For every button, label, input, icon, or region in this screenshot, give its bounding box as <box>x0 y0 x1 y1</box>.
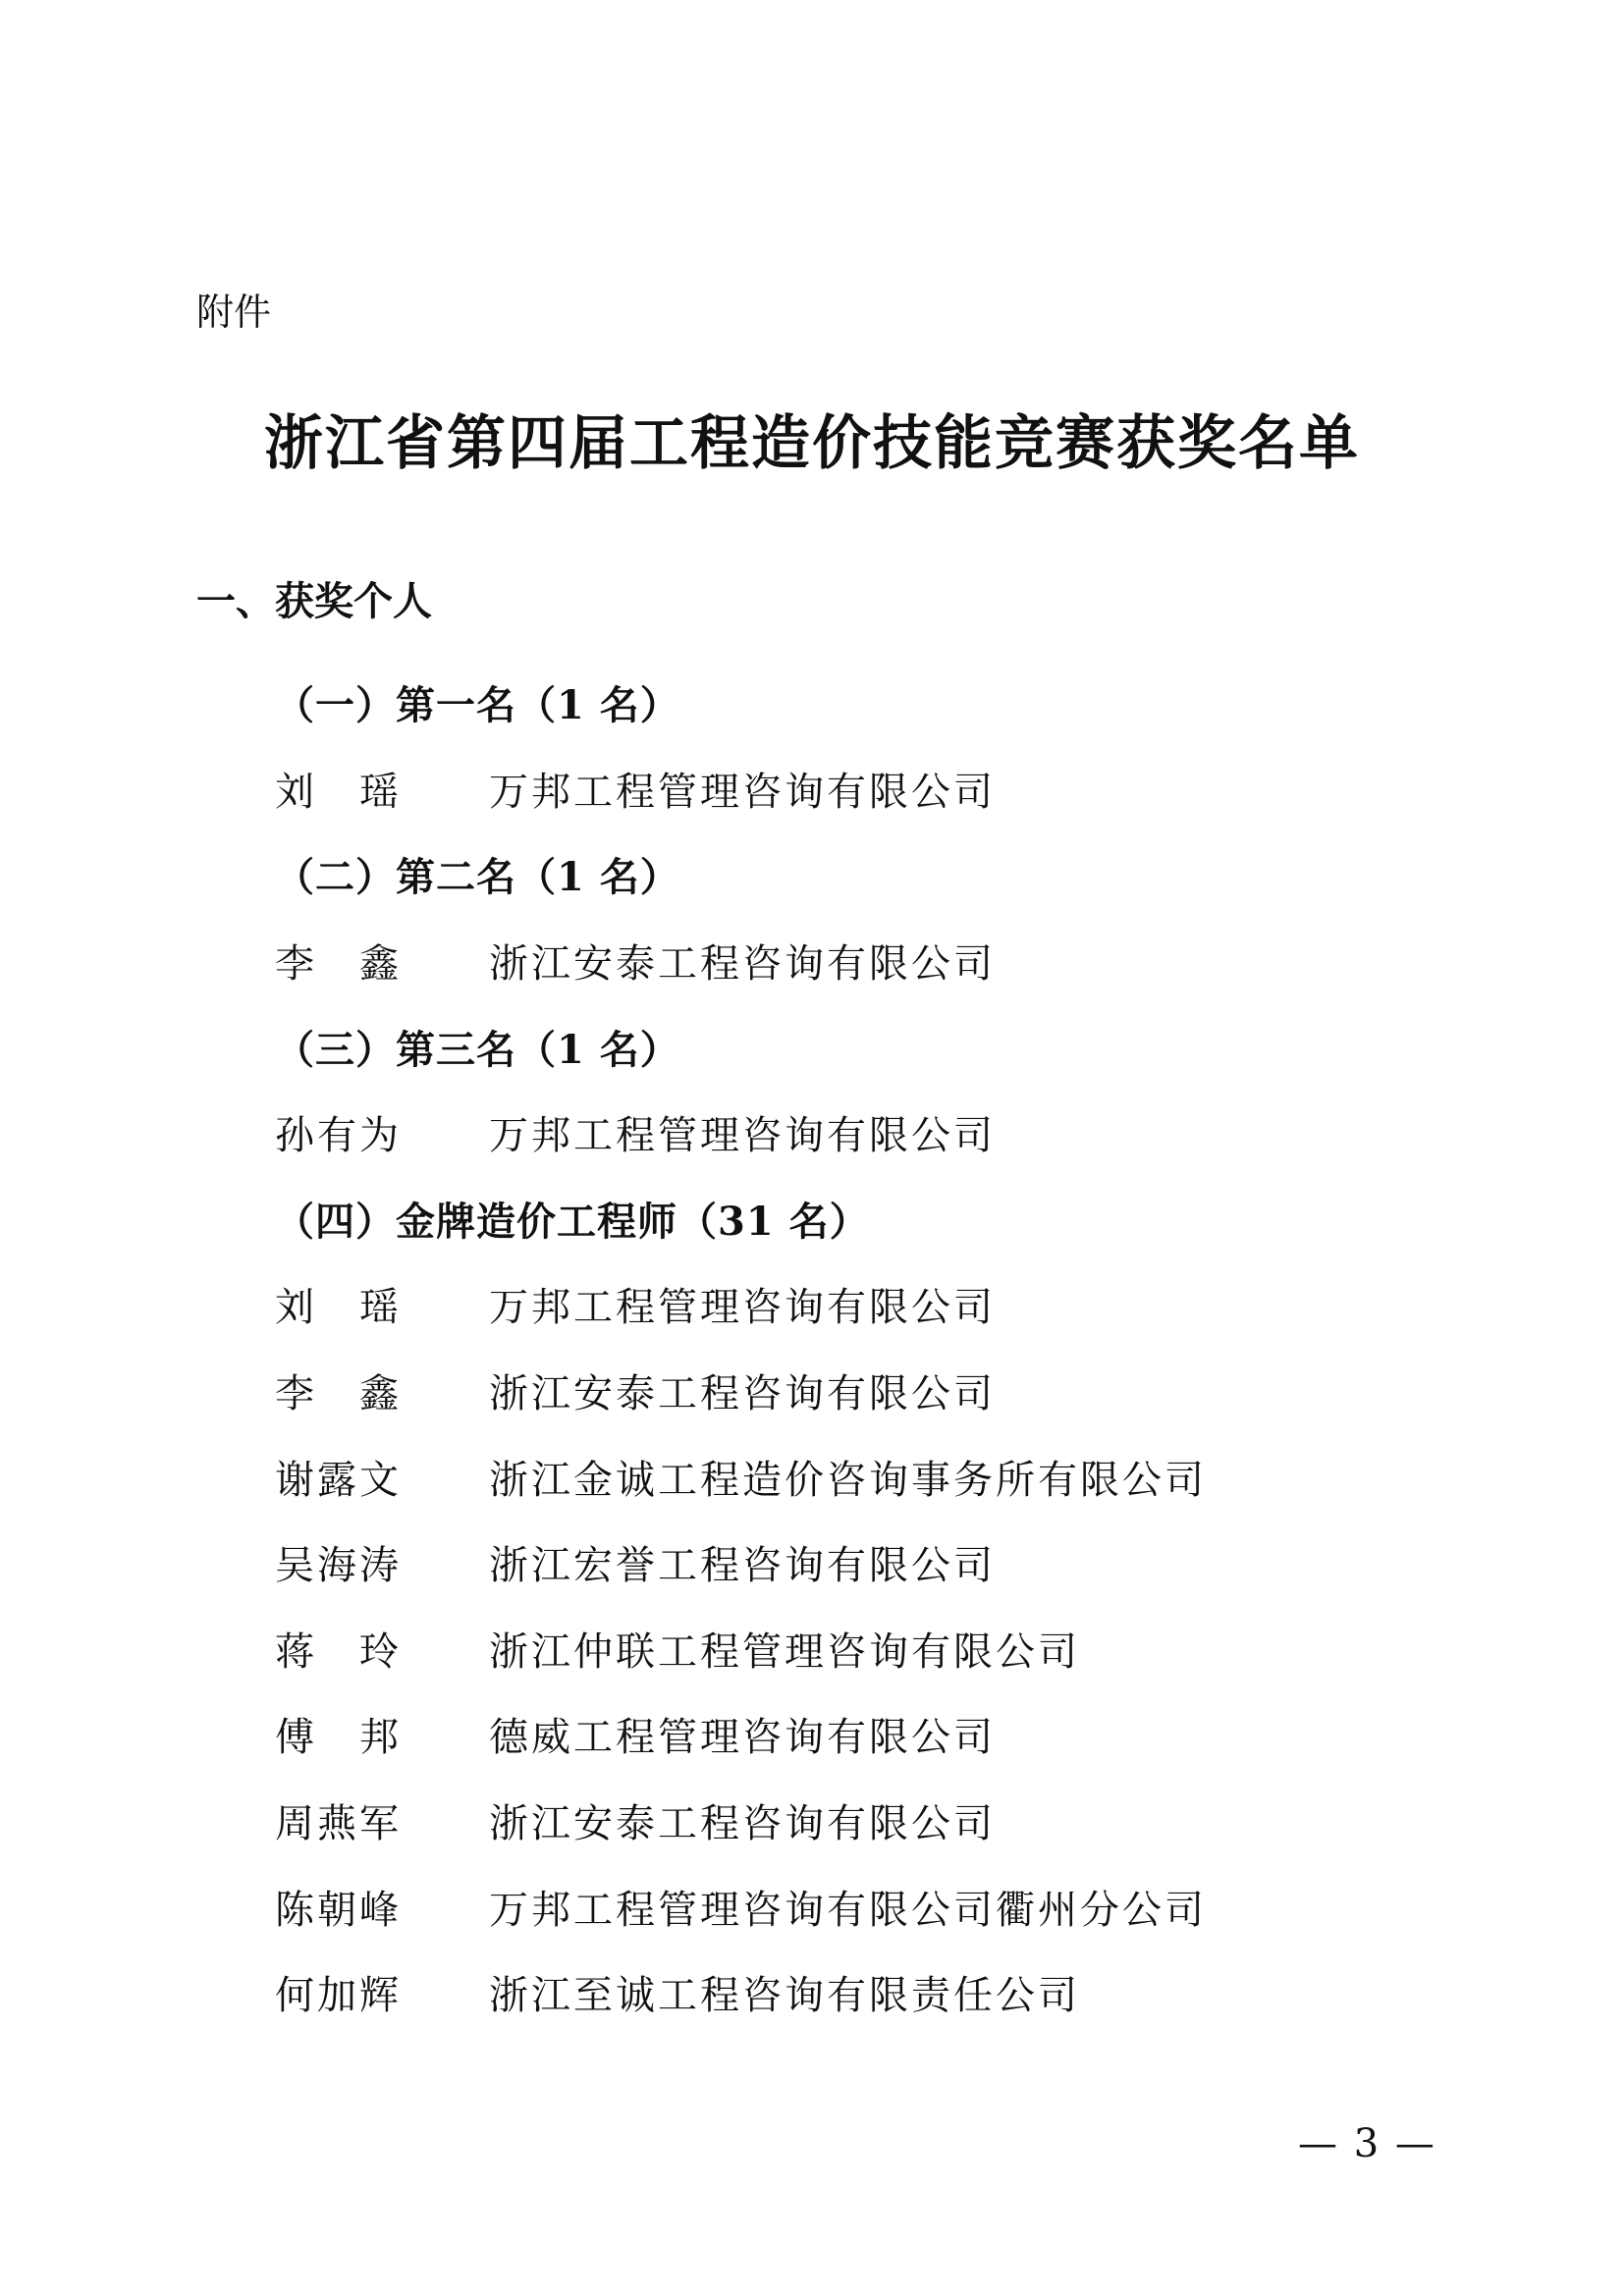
person-name: 周燕军 <box>275 1801 402 1847</box>
organization-name: 浙江宏誉工程咨询有限公司 <box>489 1543 996 1589</box>
person-name: 吴海涛 <box>275 1543 402 1589</box>
organization-name: 浙江安泰工程咨询有限公司 <box>489 941 996 988</box>
page-number: — 3 — <box>1298 2121 1436 2166</box>
person-name: 何加辉 <box>275 1973 402 2019</box>
organization-name: 浙江金诚工程造价咨询事务所有限公司 <box>489 1457 1207 1503</box>
attachment-label: 附件 <box>196 291 272 334</box>
list-item <box>275 1606 1551 1692</box>
document-title: 浙江省第四届工程造价技能竞赛获奖名单 <box>264 409 1360 478</box>
list-item <box>275 1778 1551 1864</box>
list-item <box>275 1949 1551 2036</box>
person-name: 谢露文 <box>275 1457 402 1503</box>
rank-subheading: （二）第二名（1 名） <box>275 854 680 901</box>
person-name: 陈朝峰 <box>275 1887 402 1933</box>
list-item <box>275 1261 1551 1348</box>
person-name: 李 鑫 <box>275 941 402 988</box>
list-item <box>275 1433 1551 1520</box>
organization-name: 浙江至诚工程咨询有限责任公司 <box>489 1973 1080 2019</box>
rank-subheading: （四）金牌造价工程师（31 名） <box>275 1198 870 1245</box>
rank-subheading: （一）第一名（1 名） <box>275 682 680 729</box>
list-item <box>275 746 1551 832</box>
award-list <box>275 660 1551 2036</box>
organization-name: 德威工程管理咨询有限公司 <box>489 1715 996 1761</box>
organization-name: 万邦工程管理咨询有限公司 <box>489 769 996 815</box>
organization-name: 浙江安泰工程咨询有限公司 <box>489 1371 996 1417</box>
organization-name: 万邦工程管理咨询有限公司衢州分公司 <box>489 1887 1207 1933</box>
rank-subheading: （三）第三名（1 名） <box>275 1026 680 1073</box>
list-item <box>275 918 1551 1004</box>
list-item <box>275 1520 1551 1606</box>
list-item <box>275 1090 1551 1176</box>
section-heading: 一、获奖个人 <box>196 579 432 624</box>
person-name: 李 鑫 <box>275 1371 402 1417</box>
person-name: 傅 邦 <box>275 1715 402 1761</box>
organization-name: 万邦工程管理咨询有限公司 <box>489 1113 996 1159</box>
person-name: 刘 瑶 <box>275 769 402 815</box>
person-name: 孙有为 <box>275 1113 402 1159</box>
person-name: 蒋 玲 <box>275 1629 402 1675</box>
list-item <box>275 1348 1551 1434</box>
organization-name: 万邦工程管理咨询有限公司 <box>489 1285 996 1331</box>
organization-name: 浙江仲联工程管理咨询有限公司 <box>489 1629 1080 1675</box>
list-item <box>275 1863 1551 1949</box>
organization-name: 浙江安泰工程咨询有限公司 <box>489 1801 996 1847</box>
list-item <box>275 1691 1551 1778</box>
person-name: 刘 瑶 <box>275 1285 402 1331</box>
